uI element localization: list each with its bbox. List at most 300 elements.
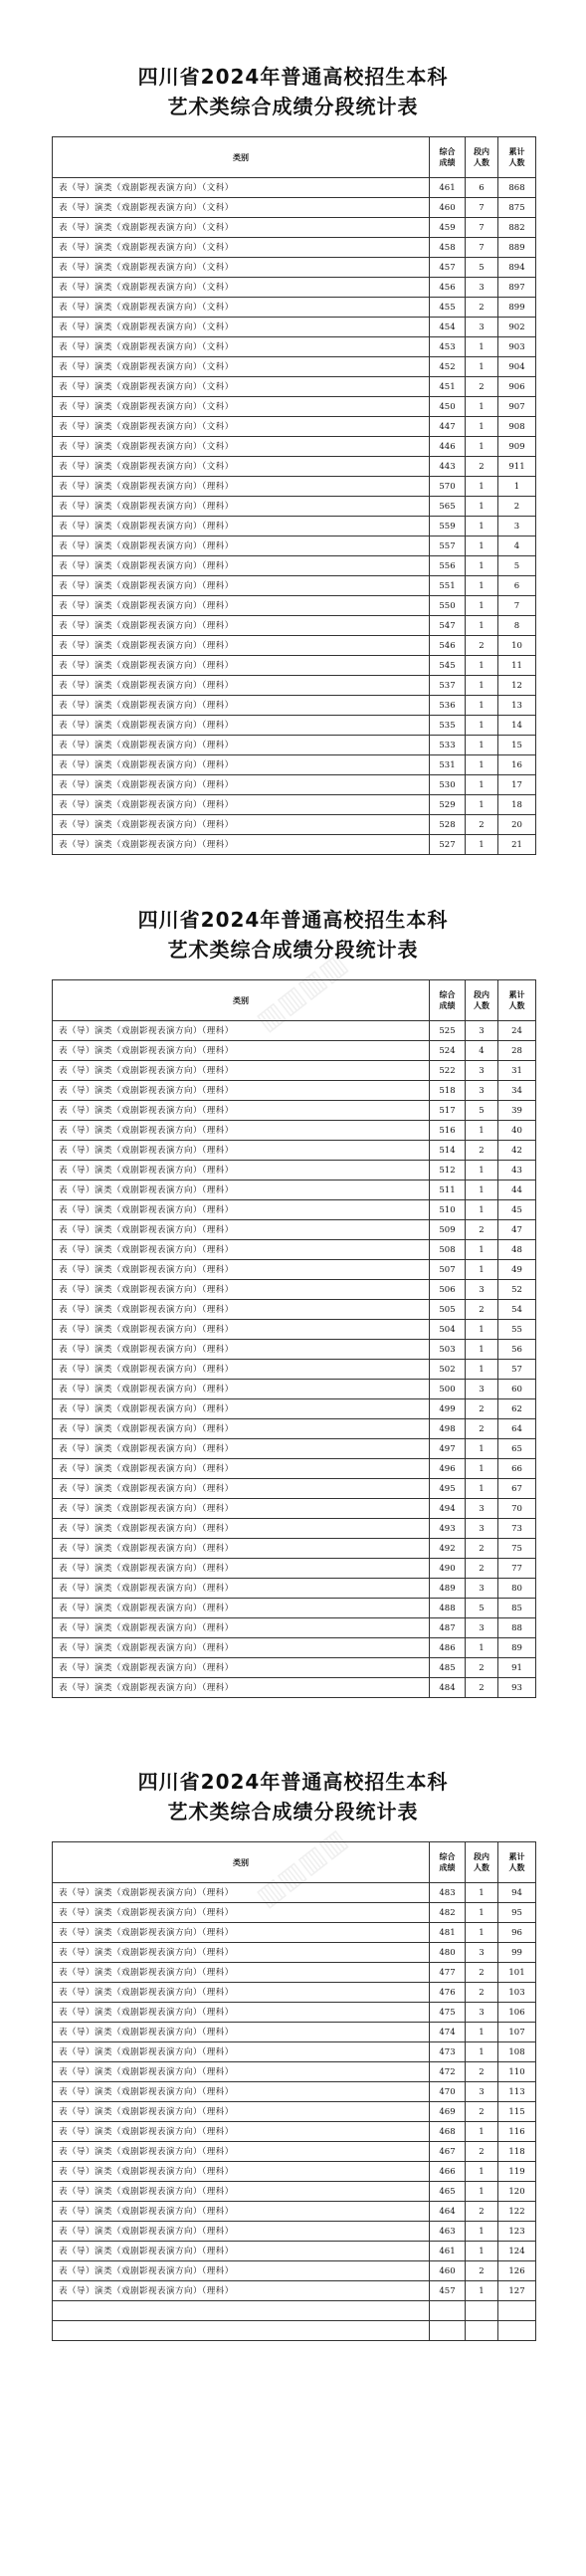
cell-segment: 1: [466, 716, 498, 736]
cell-score: 529: [430, 795, 466, 815]
cell-cumulative: 80: [498, 1579, 536, 1599]
cell-segment: 1: [466, 676, 498, 696]
section-2: [0, 905, 586, 1693]
cell-score: 522: [430, 1061, 466, 1081]
cell-cumulative: 91: [498, 1658, 536, 1678]
table-row: [53, 1658, 536, 1678]
cell-segment: 1: [466, 2162, 498, 2182]
cell-segment: 3: [466, 2003, 498, 2023]
cell-segment: 2: [466, 1963, 498, 1983]
cell-segment: 1: [466, 2242, 498, 2261]
cell-cumulative: 47: [498, 1220, 536, 1240]
cell-cumulative: 15: [498, 736, 536, 755]
table-row: [53, 2281, 536, 2301]
cell-cumulative: 122: [498, 2202, 536, 2222]
cell-category: 表（导）演类（戏剧影视表演方向）（理科）: [53, 2042, 430, 2062]
cell-score: 489: [430, 1579, 466, 1599]
cell-segment: 2: [466, 1141, 498, 1161]
cell-category: 表（导）演类（戏剧影视表演方向）（理科）: [53, 1883, 430, 1903]
cell-segment: 2: [466, 1300, 498, 1320]
table-row: [53, 1943, 536, 1963]
table-row: [53, 1883, 536, 1903]
cell-score: 570: [430, 477, 466, 497]
cell-score: 464: [430, 2202, 466, 2222]
cell-category: 表（导）演类（戏剧影视表演方向）（理科）: [53, 1559, 430, 1579]
cell-cumulative: 909: [498, 437, 536, 457]
cell-segment: 1: [466, 795, 498, 815]
table-row: [53, 1399, 536, 1419]
cell-segment: 1: [466, 556, 498, 576]
cell-score: 525: [430, 1021, 466, 1041]
cell-category: 表（导）演类（戏剧影视表演方向）（理科）: [53, 477, 430, 497]
table-row: [53, 357, 536, 377]
header-category: 类别: [53, 980, 430, 1021]
score-table: [52, 1841, 536, 2341]
table-row: [53, 1599, 536, 1618]
section-title: 四川省2024年普通高校招生本科 艺术类综合成绩分段统计表: [137, 65, 449, 118]
cell-score: 536: [430, 696, 466, 716]
table-row: [53, 1479, 536, 1499]
cell-segment: 1: [466, 1200, 498, 1220]
table-row: [53, 198, 536, 218]
cell-segment: 3: [466, 1081, 498, 1101]
cell-segment: 2: [466, 1419, 498, 1439]
cell-cumulative: 8: [498, 616, 536, 636]
cell-category: 表（导）演类（戏剧影视表演方向）（文科）: [53, 298, 430, 318]
table-row: [53, 2261, 536, 2281]
cell-segment: 3: [466, 1021, 498, 1041]
cell-category: 表（导）演类（戏剧影视表演方向）（理科）: [53, 576, 430, 596]
table-row: [53, 318, 536, 337]
cell-score: 488: [430, 1599, 466, 1618]
cell-category: 表（导）演类（戏剧影视表演方向）（理科）: [53, 1439, 430, 1459]
cell-segment: 1: [466, 1260, 498, 1280]
cell-segment: 1: [466, 1360, 498, 1380]
cell-score: 559: [430, 517, 466, 537]
cell-segment: 1: [466, 357, 498, 377]
table-row: [53, 1101, 536, 1121]
cell-category: 表（导）演类（戏剧影视表演方向）（理科）: [53, 755, 430, 775]
cell-cumulative: 868: [498, 178, 536, 198]
cell-score: 503: [430, 1340, 466, 1360]
cell-cumulative: 42: [498, 1141, 536, 1161]
cell-score: 507: [430, 1260, 466, 1280]
cell-cumulative: 85: [498, 1599, 536, 1618]
cell-cumulative: 17: [498, 775, 536, 795]
table-row: [53, 1963, 536, 1983]
cell-score: 460: [430, 2261, 466, 2281]
table-row: [53, 1220, 536, 1240]
table-row: [53, 696, 536, 716]
table-row: [53, 1320, 536, 1340]
cell-segment: 1: [466, 656, 498, 676]
cell-cumulative: 48: [498, 1240, 536, 1260]
table-row: [53, 2062, 536, 2082]
section-3: [0, 1767, 586, 2296]
cell-category: 表（导）演类（戏剧影视表演方向）（理科）: [53, 1678, 430, 1698]
cell-score: 547: [430, 616, 466, 636]
header-score: 综合 成绩: [430, 137, 466, 178]
table-row: [53, 556, 536, 576]
cell-cumulative: 60: [498, 1380, 536, 1399]
cell-score: 461: [430, 178, 466, 198]
cell-cumulative: 75: [498, 1539, 536, 1559]
cell-score: 505: [430, 1300, 466, 1320]
cell-cumulative: 123: [498, 2222, 536, 2242]
cell-category: 表（导）演类（戏剧影视表演方向）（文科）: [53, 318, 430, 337]
cell-score: 490: [430, 1559, 466, 1579]
watermark: ▥▥▥▥: [250, 946, 353, 1038]
cell-category: 表（导）演类（戏剧影视表演方向）（理科）: [53, 2122, 430, 2142]
table-row: [53, 497, 536, 517]
empty-table-row: [53, 2321, 536, 2341]
cell-score: 556: [430, 556, 466, 576]
cell-segment: 2: [466, 1220, 498, 1240]
cell-category: 表（导）演类（戏剧影视表演方向）（理科）: [53, 1021, 430, 1041]
table-header-row: [53, 980, 536, 1021]
cell-segment: 1: [466, 2182, 498, 2202]
cell-segment: 1: [466, 1161, 498, 1181]
cell-score: 483: [430, 1883, 466, 1903]
cell-cumulative: 16: [498, 755, 536, 775]
cell-cumulative: 66: [498, 1459, 536, 1479]
cell-score: 457: [430, 258, 466, 278]
cell-segment: 2: [466, 1539, 498, 1559]
cell-score: 517: [430, 1101, 466, 1121]
cell-segment: 2: [466, 1399, 498, 1419]
cell-cumulative: 899: [498, 298, 536, 318]
cell-score: 528: [430, 815, 466, 835]
cell-score: 498: [430, 1419, 466, 1439]
empty-cell: [498, 2301, 536, 2321]
cell-cumulative: 107: [498, 2023, 536, 2042]
cell-score: 454: [430, 318, 466, 337]
cell-cumulative: 894: [498, 258, 536, 278]
cell-category: 表（导）演类（戏剧影视表演方向）（文科）: [53, 457, 430, 477]
cell-category: 表（导）演类（戏剧影视表演方向）（理科）: [53, 596, 430, 616]
table-row: [53, 1121, 536, 1141]
table-row: [53, 596, 536, 616]
table-row: [53, 716, 536, 736]
cell-category: 表（导）演类（戏剧影视表演方向）（理科）: [53, 1260, 430, 1280]
cell-category: 表（导）演类（戏剧影视表演方向）（理科）: [53, 676, 430, 696]
table-row: [53, 457, 536, 477]
cell-segment: 3: [466, 278, 498, 298]
cell-segment: 2: [466, 1658, 498, 1678]
table-row: [53, 616, 536, 636]
header-score: 综合 成绩: [430, 1842, 466, 1883]
cell-category: 表（导）演类（戏剧影视表演方向）（理科）: [53, 2222, 430, 2242]
cell-cumulative: 93: [498, 1678, 536, 1698]
table-row: [53, 2242, 536, 2261]
cell-segment: 3: [466, 1943, 498, 1963]
cell-category: 表（导）演类（戏剧影视表演方向）（理科）: [53, 1240, 430, 1260]
cell-score: 510: [430, 1200, 466, 1220]
cell-segment: 1: [466, 1883, 498, 1903]
table-row: [53, 1161, 536, 1181]
cell-score: 550: [430, 596, 466, 616]
cell-cumulative: 108: [498, 2042, 536, 2062]
cell-segment: 1: [466, 1181, 498, 1200]
cell-segment: 1: [466, 337, 498, 357]
cell-score: 468: [430, 2122, 466, 2142]
cell-segment: 2: [466, 1678, 498, 1698]
table-row: [53, 676, 536, 696]
table-row: [53, 1539, 536, 1559]
cell-score: 476: [430, 1983, 466, 2003]
cell-segment: 1: [466, 1240, 498, 1260]
cell-score: 460: [430, 198, 466, 218]
table-row: [53, 1638, 536, 1658]
cell-segment: 1: [466, 596, 498, 616]
header-cumulative: 累计 人数: [498, 980, 536, 1021]
cell-category: 表（导）演类（戏剧影视表演方向）（文科）: [53, 337, 430, 357]
table-row: [53, 1559, 536, 1579]
cell-category: 表（导）演类（戏剧影视表演方向）（文科）: [53, 218, 430, 238]
cell-segment: 1: [466, 2281, 498, 2301]
table-row: [53, 656, 536, 676]
table-row: [53, 775, 536, 795]
table-row: [53, 1439, 536, 1459]
cell-cumulative: 64: [498, 1419, 536, 1439]
cell-segment: 5: [466, 258, 498, 278]
cell-category: 表（导）演类（戏剧影视表演方向）（理科）: [53, 1399, 430, 1419]
cell-score: 533: [430, 736, 466, 755]
cell-category: 表（导）演类（戏剧影视表演方向）（理科）: [53, 636, 430, 656]
empty-cell: [498, 2321, 536, 2341]
cell-score: 530: [430, 775, 466, 795]
cell-score: 453: [430, 337, 466, 357]
table-header-row: [53, 1842, 536, 1883]
cell-segment: 1: [466, 2122, 498, 2142]
cell-segment: 1: [466, 2023, 498, 2042]
cell-category: 表（导）演类（戏剧影视表演方向）（理科）: [53, 1320, 430, 1340]
table-row: [53, 1041, 536, 1061]
cell-cumulative: 40: [498, 1121, 536, 1141]
cell-segment: 1: [466, 517, 498, 537]
table-row: [53, 1983, 536, 2003]
cell-category: 表（导）演类（戏剧影视表演方向）（文科）: [53, 377, 430, 397]
table-row: [53, 1459, 536, 1479]
cell-category: 表（导）演类（戏剧影视表演方向）（理科）: [53, 2281, 430, 2301]
table-row: [53, 2122, 536, 2142]
table-row: [53, 1141, 536, 1161]
table-row: [53, 1678, 536, 1698]
table-row: [53, 576, 536, 596]
cell-cumulative: 54: [498, 1300, 536, 1320]
cell-segment: 3: [466, 1380, 498, 1399]
cell-category: 表（导）演类（戏剧影视表演方向）（理科）: [53, 1903, 430, 1923]
cell-cumulative: 10: [498, 636, 536, 656]
cell-category: 表（导）演类（戏剧影视表演方向）（理科）: [53, 517, 430, 537]
cell-cumulative: 89: [498, 1638, 536, 1658]
table-row: [53, 1380, 536, 1399]
cell-cumulative: 52: [498, 1280, 536, 1300]
cell-category: 表（导）演类（戏剧影视表演方向）（理科）: [53, 2182, 430, 2202]
cell-category: 表（导）演类（戏剧影视表演方向）（文科）: [53, 258, 430, 278]
table-row: [53, 337, 536, 357]
cell-segment: 3: [466, 318, 498, 337]
cell-cumulative: 889: [498, 238, 536, 258]
cell-score: 504: [430, 1320, 466, 1340]
table-row: [53, 1519, 536, 1539]
table-row: [53, 1260, 536, 1280]
table-row: [53, 1021, 536, 1041]
table-row: [53, 1903, 536, 1923]
cell-segment: 1: [466, 2042, 498, 2062]
cell-cumulative: 902: [498, 318, 536, 337]
cell-score: 481: [430, 1923, 466, 1943]
table-row: [53, 1280, 536, 1300]
cell-category: 表（导）演类（戏剧影视表演方向）（理科）: [53, 1963, 430, 1983]
cell-segment: 7: [466, 198, 498, 218]
cell-cumulative: 73: [498, 1519, 536, 1539]
table-row: [53, 2182, 536, 2202]
table-row: [53, 736, 536, 755]
cell-score: 499: [430, 1399, 466, 1419]
score-table: [52, 136, 536, 855]
cell-cumulative: 113: [498, 2082, 536, 2102]
table-row: [53, 1181, 536, 1200]
cell-category: 表（导）演类（戏剧影视表演方向）（理科）: [53, 1923, 430, 1943]
cell-segment: 2: [466, 2142, 498, 2162]
table-row: [53, 2202, 536, 2222]
cell-cumulative: 34: [498, 1081, 536, 1101]
cell-score: 546: [430, 636, 466, 656]
cell-score: 457: [430, 2281, 466, 2301]
cell-category: 表（导）演类（戏剧影视表演方向）（理科）: [53, 775, 430, 795]
table-row: [53, 2142, 536, 2162]
cell-cumulative: 44: [498, 1181, 536, 1200]
cell-cumulative: 94: [498, 1883, 536, 1903]
header-segment: 段内 人数: [466, 1842, 498, 1883]
cell-cumulative: 1: [498, 477, 536, 497]
cell-segment: 2: [466, 2102, 498, 2122]
table-row: [53, 1081, 536, 1101]
cell-category: 表（导）演类（戏剧影视表演方向）（理科）: [53, 1638, 430, 1658]
cell-score: 452: [430, 357, 466, 377]
cell-score: 493: [430, 1519, 466, 1539]
cell-cumulative: 903: [498, 337, 536, 357]
cell-segment: 7: [466, 238, 498, 258]
cell-segment: 5: [466, 1101, 498, 1121]
cell-score: 506: [430, 1280, 466, 1300]
cell-cumulative: 120: [498, 2182, 536, 2202]
cell-cumulative: 70: [498, 1499, 536, 1519]
cell-segment: 1: [466, 696, 498, 716]
cell-score: 456: [430, 278, 466, 298]
table-row: [53, 755, 536, 775]
header-segment: 段内 人数: [466, 137, 498, 178]
cell-score: 509: [430, 1220, 466, 1240]
cell-segment: 6: [466, 178, 498, 198]
table-row: [53, 1200, 536, 1220]
cell-category: 表（导）演类（戏剧影视表演方向）（理科）: [53, 1479, 430, 1499]
cell-score: 492: [430, 1539, 466, 1559]
cell-category: 表（导）演类（戏剧影视表演方向）（理科）: [53, 2062, 430, 2082]
cell-cumulative: 65: [498, 1439, 536, 1459]
cell-score: 446: [430, 437, 466, 457]
cell-cumulative: 904: [498, 357, 536, 377]
cell-score: 467: [430, 2142, 466, 2162]
cell-segment: 3: [466, 2082, 498, 2102]
cell-category: 表（导）演类（戏剧影视表演方向）（理科）: [53, 1280, 430, 1300]
cell-category: 表（导）演类（戏剧影视表演方向）（理科）: [53, 616, 430, 636]
cell-category: 表（导）演类（戏剧影视表演方向）（理科）: [53, 1200, 430, 1220]
cell-score: 497: [430, 1439, 466, 1459]
cell-cumulative: 115: [498, 2102, 536, 2122]
cell-category: 表（导）演类（戏剧影视表演方向）（理科）: [53, 1519, 430, 1539]
cell-cumulative: 110: [498, 2062, 536, 2082]
cell-category: 表（导）演类（戏剧影视表演方向）（理科）: [53, 2261, 430, 2281]
cell-cumulative: 88: [498, 1618, 536, 1638]
cell-score: 551: [430, 576, 466, 596]
cell-segment: 1: [466, 755, 498, 775]
cell-category: 表（导）演类（戏剧影视表演方向）（理科）: [53, 1618, 430, 1638]
cell-segment: 1: [466, 775, 498, 795]
table-row: [53, 417, 536, 437]
cell-segment: 2: [466, 2261, 498, 2281]
table-row: [53, 537, 536, 556]
cell-segment: 3: [466, 1499, 498, 1519]
table-row: [53, 278, 536, 298]
cell-segment: 1: [466, 1439, 498, 1459]
cell-score: 451: [430, 377, 466, 397]
cell-cumulative: 43: [498, 1161, 536, 1181]
table-row: [53, 2042, 536, 2062]
cell-category: 表（导）演类（戏剧影视表演方向）（文科）: [53, 238, 430, 258]
cell-score: 537: [430, 676, 466, 696]
cell-category: 表（导）演类（戏剧影视表演方向）（理科）: [53, 1943, 430, 1963]
empty-cell: [466, 2321, 498, 2341]
cell-category: 表（导）演类（戏剧影视表演方向）（理科）: [53, 497, 430, 517]
empty-cell: [53, 2321, 430, 2341]
cell-category: 表（导）演类（戏剧影视表演方向）（理科）: [53, 1161, 430, 1181]
cell-segment: 3: [466, 1618, 498, 1638]
cell-category: 表（导）演类（戏剧影视表演方向）（理科）: [53, 656, 430, 676]
cell-cumulative: 99: [498, 1943, 536, 1963]
cell-category: 表（导）演类（戏剧影视表演方向）（理科）: [53, 1340, 430, 1360]
cell-score: 495: [430, 1479, 466, 1499]
table-row: [53, 218, 536, 238]
cell-segment: 2: [466, 1983, 498, 2003]
cell-cumulative: 911: [498, 457, 536, 477]
cell-segment: 1: [466, 1638, 498, 1658]
cell-segment: 2: [466, 298, 498, 318]
cell-cumulative: 56: [498, 1340, 536, 1360]
cell-score: 486: [430, 1638, 466, 1658]
header-category: 类别: [53, 1842, 430, 1883]
table-row: [53, 1061, 536, 1081]
table-row: [53, 238, 536, 258]
table-row: [53, 397, 536, 417]
cell-score: 474: [430, 2023, 466, 2042]
cell-category: 表（导）演类（戏剧影视表演方向）（理科）: [53, 1983, 430, 2003]
cell-score: 535: [430, 716, 466, 736]
cell-segment: 2: [466, 2202, 498, 2222]
cell-score: 472: [430, 2062, 466, 2082]
table-row: [53, 2102, 536, 2122]
cell-cumulative: 24: [498, 1021, 536, 1041]
cell-score: 494: [430, 1499, 466, 1519]
cell-category: 表（导）演类（戏剧影视表演方向）（理科）: [53, 2023, 430, 2042]
header-cumulative: 累计 人数: [498, 1842, 536, 1883]
cell-category: 表（导）演类（戏剧影视表演方向）（文科）: [53, 417, 430, 437]
cell-cumulative: 18: [498, 795, 536, 815]
cell-segment: 1: [466, 576, 498, 596]
cell-cumulative: 55: [498, 1320, 536, 1340]
table-row: [53, 1618, 536, 1638]
